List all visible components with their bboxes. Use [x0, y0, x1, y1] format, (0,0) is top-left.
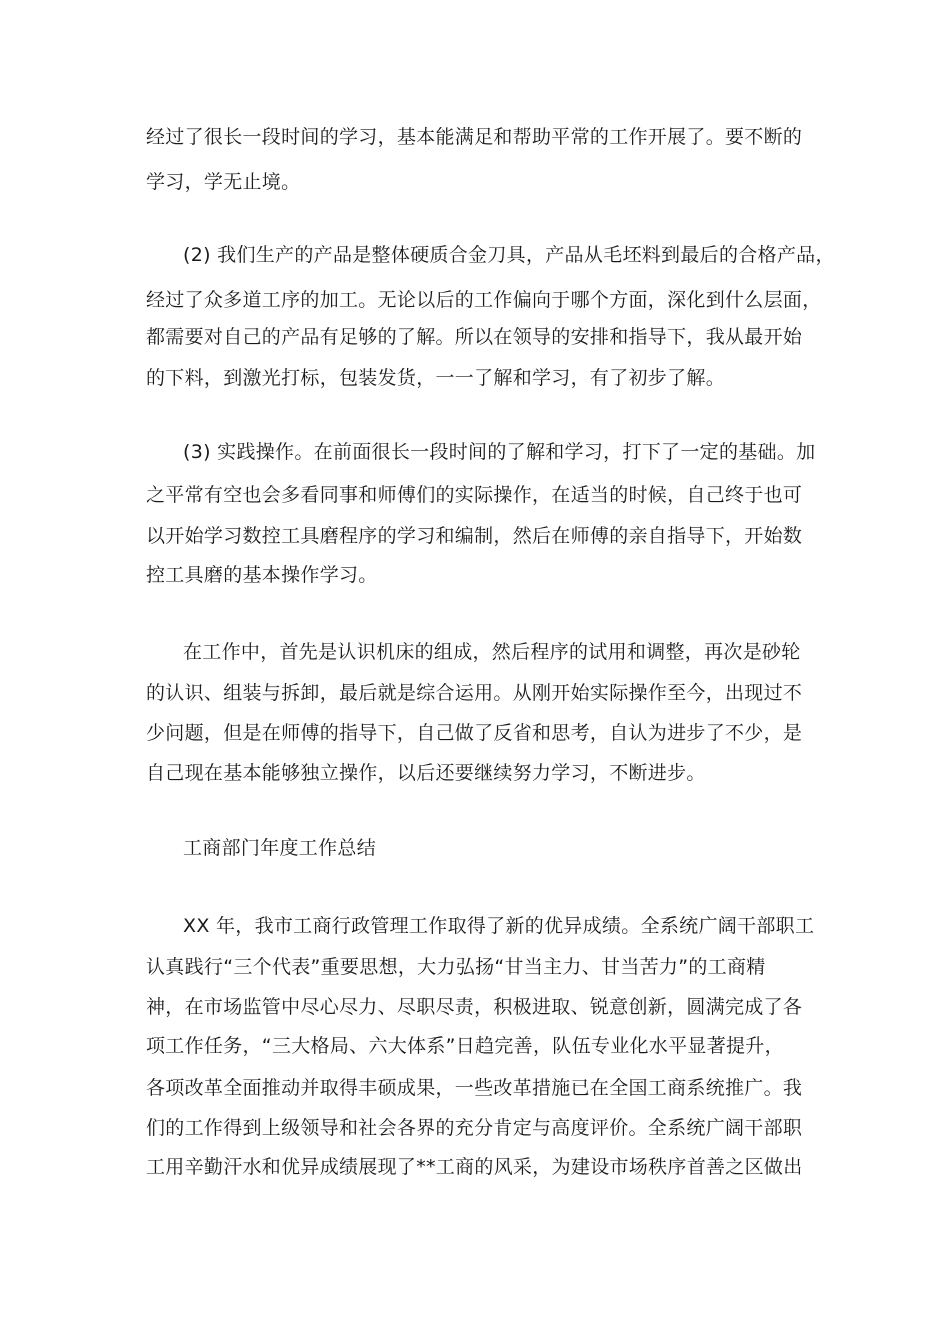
text-line: 少问题，但是在师傅的指导下，自己做了反省和思考，自认为进步了不少，是 — [146, 722, 803, 744]
text-line: 控工具磨的基本操作学习。 — [146, 564, 378, 586]
text-line: 的认识、组装与拆卸，最后就是综合运用。从刚开始实际操作至今，出现过不 — [146, 682, 803, 704]
text-line: 项工作任务，“三大格局、六大体系”日趋完善，队伍专业化水平显著提升， — [146, 1035, 784, 1057]
text-line: 学习，学无止境。 — [146, 171, 301, 193]
text-line: 神，在市场监管中尽心尽力、尽职尽责，积极进取、锐意创新，圆满完成了各 — [146, 996, 803, 1018]
text-line: 各项改革全面推动并取得丰硕成果，一些改革措施已在全国工商系统推广。我 — [146, 1077, 803, 1099]
text-line: 的下料，到激光打标，包装发货，一一了解和学习，有了初步了解。 — [146, 367, 726, 389]
text-line: 工用辛勤汗水和优异成绩展现了**工商的风采，为建设市场秩序首善之区做出 — [146, 1156, 803, 1178]
text-line: 自己现在基本能够独立操作，以后还要继续努力学习，不断进步。 — [146, 762, 706, 784]
text-line: 之平常有空也会多看同事和师傅们的实际操作，在适当的时候，自己终于也可 — [146, 484, 803, 506]
text-line: 以开始学习数控工具磨程序的学习和编制，然后在师傅的亲自指导下，开始数 — [146, 525, 803, 547]
text-line: 都需要对自己的产品有足够的了解。所以在领导的安排和指导下，我从最开始 — [146, 326, 803, 348]
paragraph-start-line: XX 年，我市工商行政管理工作取得了新的优异成绩。全系统广阔干部职工 — [183, 915, 815, 937]
text-line: 经过了众多道工序的加工。无论以后的工作偏向于哪个方面，深化到什么层面， — [146, 289, 822, 311]
section-heading: 工商部门年度工作总结 — [183, 837, 377, 859]
paragraph-start-line: (2) 我们生产的产品是整体硬质合金刀具，产品从毛坯料到最后的合格产品， — [183, 244, 835, 266]
text-line: 们的工作得到上级领导和社会各界的充分肯定与高度评价。全系统广阔干部职 — [146, 1117, 803, 1139]
paragraph-start-line: 在工作中，首先是认识机床的组成，然后程序的试用和调整，再次是砂轮 — [183, 641, 801, 663]
paragraph-start-line: (3) 实践操作。在前面很长一段时间的了解和学习，打下了一定的基础。加 — [183, 441, 816, 463]
text-line: 经过了很长一段时间的学习，基本能满足和帮助平常的工作开展了。要不断的 — [146, 126, 803, 148]
text-line: 认真践行“三个代表”重要思想，大力弘扬“甘当主力、甘当苦力”的工商精 — [146, 956, 766, 978]
